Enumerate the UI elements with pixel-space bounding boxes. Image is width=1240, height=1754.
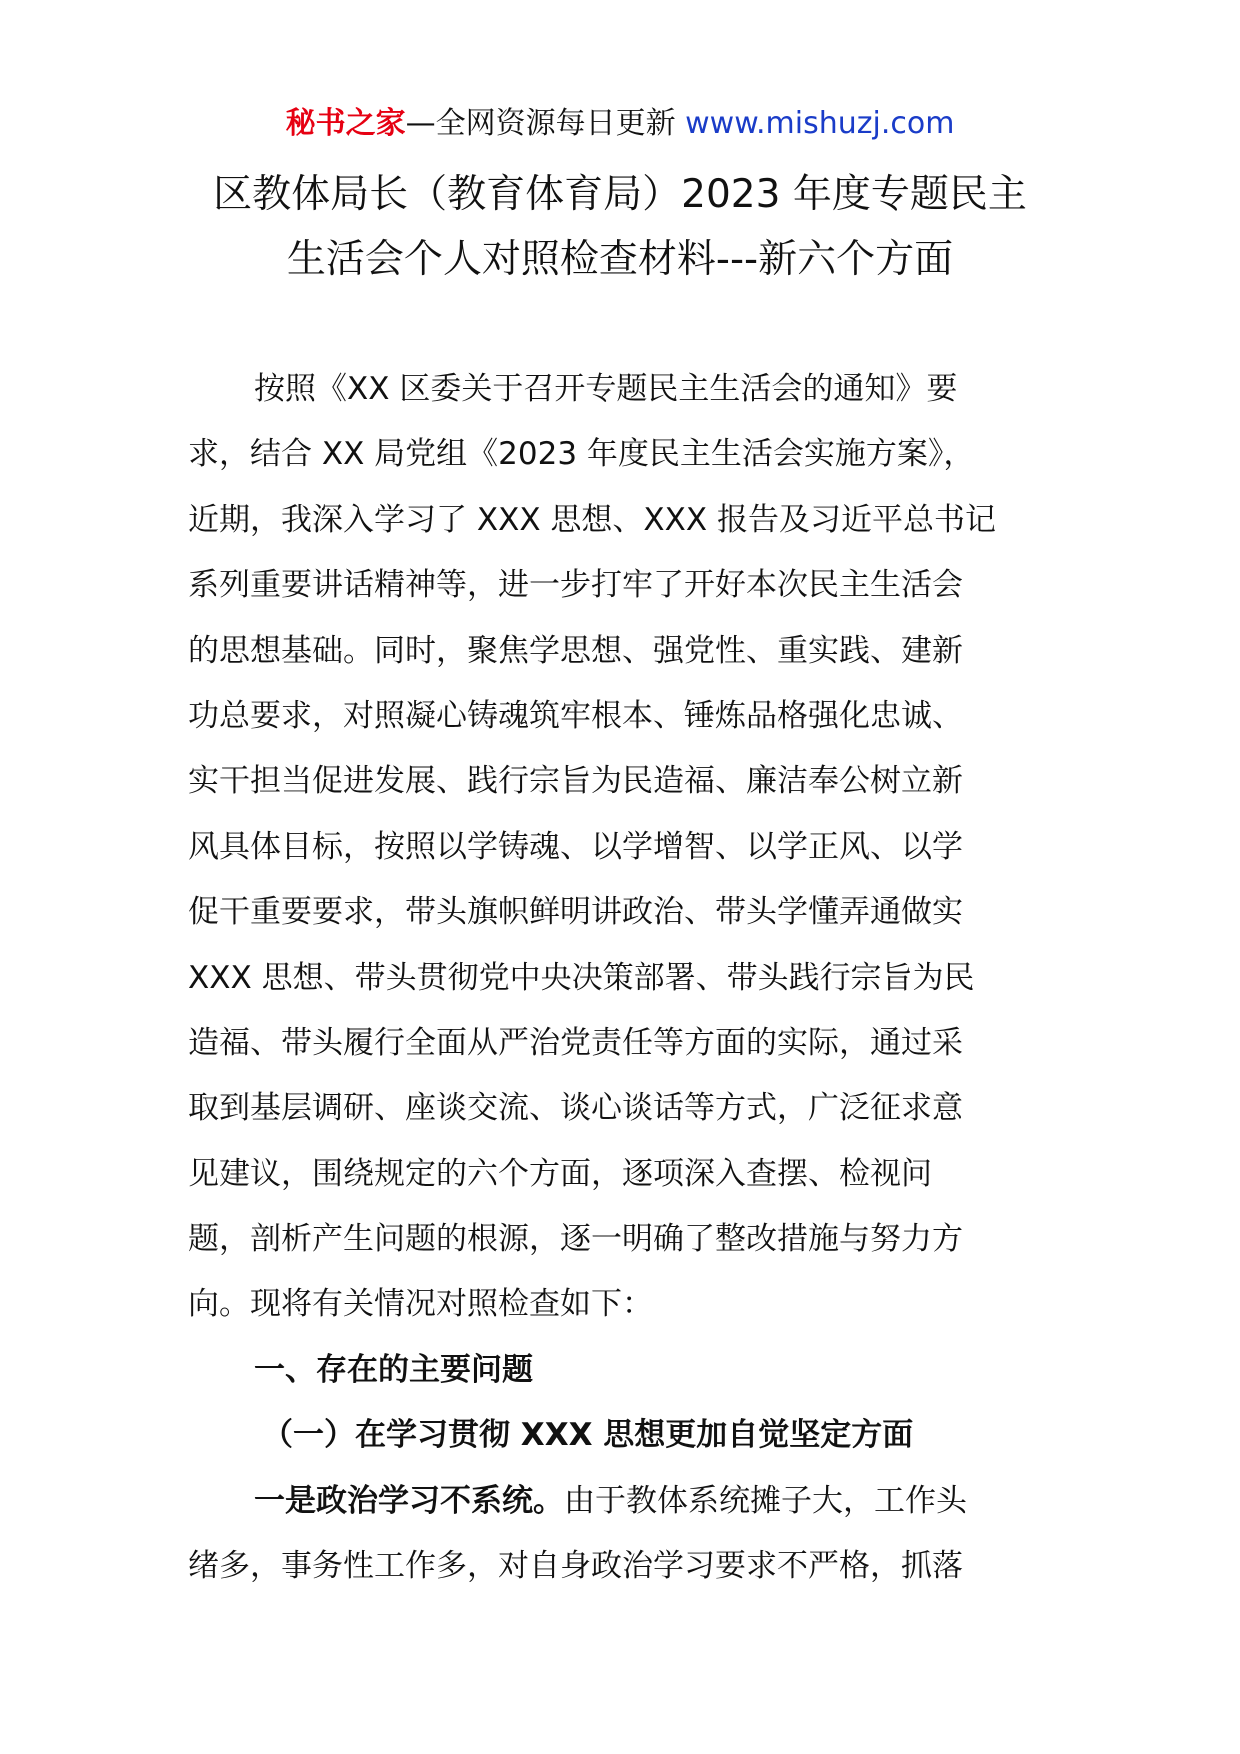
body-line: 风具体目标，按照以学铸魂、以学增智、以学正风、以学 — [188, 828, 963, 865]
body-line: 按照《XX 区委关于召开专题民主生活会的通知》要 — [254, 371, 958, 407]
document-body — [188, 357, 1063, 1599]
header-tagline: —全网资源每日更新 — [405, 106, 676, 141]
body-line: 向。现将有关情况对照检查如下： — [188, 1286, 653, 1323]
body-line: 见建议，围绕规定的六个方面，逐项深入查摆、检视问 — [188, 1155, 932, 1192]
body-line: XXX 思想、带头贯彻党中央决策部署、带头践行宗旨为民 — [188, 959, 975, 996]
title-line-2: 生活会个人对照检查材料---新六个方面 — [286, 237, 954, 282]
section-heading: 一、存在的主要问题 — [254, 1351, 533, 1388]
body-line: 求，结合 XX 局党组《2023 年度民主生活会实施方案》， — [188, 436, 975, 473]
point-line — [188, 1469, 1063, 1534]
title-line-1: 区教体局长（教育体育局）2023 年度专题民主 — [213, 172, 1027, 217]
body-line: 近期，我深入学习了 XXX 思想、XXX 报告及习近平总书记 — [188, 501, 996, 538]
body-line: 绪多，事务性工作多，对自身政治学习要求不严格，抓落 — [188, 1548, 963, 1585]
body-line: 题，剖析产生问题的根源，逐一明确了整改措施与努力方 — [188, 1221, 963, 1258]
point-lead: 一是政治学习不系统。 — [254, 1482, 564, 1519]
brand-name: 秘书之家 — [285, 106, 406, 141]
document-title — [140, 162, 1100, 292]
body-line: 功总要求，对照凝心铸魂筑牢根本、锤炼品格强化忠诚、 — [188, 697, 963, 734]
subsection-heading: （一）在学习贯彻 XXX 思想更加自觉坚定方面 — [262, 1417, 914, 1454]
point-text: 由于教体系统摊子大，工作头 — [564, 1482, 967, 1519]
body-line: 实干担当促进发展、践行宗旨为民造福、廉洁奉公树立新 — [188, 763, 963, 800]
body-line: 促干重要要求，带头旗帜鲜明讲政治、带头学懂弄通做实 — [188, 894, 963, 931]
body-line: 系列重要讲话精神等，进一步打牢了开好本次民主生活会 — [188, 567, 963, 604]
site-header — [0, 102, 1240, 146]
body-line: 造福、带头履行全面从严治党责任等方面的实际，通过采 — [188, 1024, 963, 1061]
body-line: 的思想基础。同时，聚焦学思想、强党性、重实践、建新 — [188, 632, 963, 669]
body-line: 取到基层调研、座谈交流、谈心谈话等方式，广泛征求意 — [188, 1090, 963, 1127]
site-url-link[interactable]: www.mishuzj.com — [685, 106, 955, 141]
